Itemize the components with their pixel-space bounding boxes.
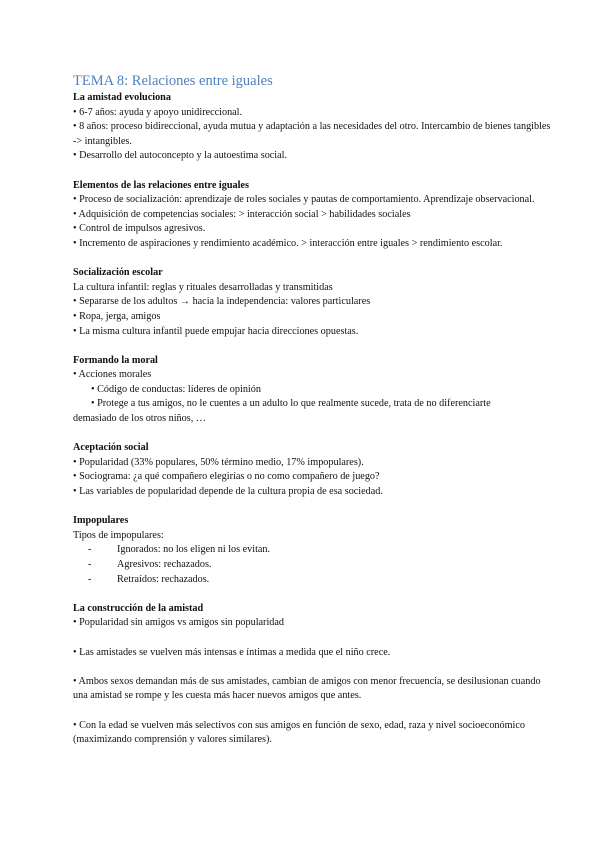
sub-list-item: • Código de conductas: líderes de opinión — [91, 383, 261, 395]
document-content — [73, 72, 553, 762]
sub-list-item: • Protege a tus amigos, no le cuentes a un adulto lo que realmente sucede, trata de no diferenciarte — [91, 398, 491, 410]
list-item: • 6-7 años: ayuda y apoyo unidireccional. — [73, 106, 243, 118]
dash-marker: - — [88, 559, 92, 570]
section-heading: Elementos de las relaciones entre iguales — [73, 179, 249, 191]
list-item: • La misma cultura infantil puede empujar hacia direcciones opuestas. — [73, 325, 359, 337]
section-socializacion-escolar — [73, 266, 553, 339]
paragraph: • Las amistades se vuelven más intensas e íntimas a medida que el niño crece. — [73, 646, 391, 658]
list-item-text: Agresivos: rechazados. — [117, 559, 212, 570]
list-item: • Desarrollo del autoconcepto y la autoestima social. — [73, 150, 288, 162]
paragraph: • Popularidad sin amigos vs amigos sin popularidad — [73, 617, 284, 629]
list-item: • Ropa, jerga, amigos — [73, 310, 161, 322]
list-item-text: Retraídos: rechazados. — [117, 573, 210, 585]
list-item — [73, 573, 553, 588]
section-heading: Impopulares — [73, 515, 129, 527]
section-heading: Socialización escolar — [73, 267, 163, 279]
section-intro: La cultura infantil: reglas y rituales desarrolladas y transmitidas — [73, 281, 333, 293]
list-item: • Las variables de popularidad depende de la cultura propia de esa sociedad. — [73, 486, 383, 498]
list-item: • 8 años: proceso bidireccional, ayuda mutua y adaptación a las necesidades del otro. Intercambio de bienes tangibles -> intangibles. — [73, 121, 551, 147]
sub-list-item-continuation: demasiado de los otros niños, … — [73, 413, 206, 425]
section-intro: Tipos de impopulares: — [73, 529, 164, 541]
paragraph: • Ambos sexos demandan más de sus amistades, cambian de amigos con menor frecuencia, se desilusionan cuando una amistad se rompe y les cuesta más hacer nuevos amigos que antes. — [73, 675, 541, 702]
section-heading: Formando la moral — [73, 354, 158, 366]
list-item: • Popularidad (33% populares, 50% término medio, 17% impopulares). — [73, 456, 364, 468]
list-item: • Adquisición de competencias sociales: > interacción social > habilidades sociales — [73, 208, 411, 220]
list-item: • Control de impulsos agresivos. — [73, 223, 206, 235]
list-item: • Proceso de socialización: aprendizaje de roles sociales y pautas de comportamiento. Aprendizaje observacional. — [73, 194, 535, 206]
dash-marker: - — [88, 544, 92, 556]
list-item — [73, 543, 553, 558]
dash-marker: - — [88, 573, 92, 585]
page-title: TEMA 8: Relaciones entre iguales — [73, 73, 273, 89]
section-construccion-amistad — [73, 602, 553, 748]
list-item-text: Ignorados: no los eligen ni los evitan. — [117, 544, 271, 556]
section-formando-moral — [73, 354, 553, 427]
section-impopulares — [73, 514, 553, 587]
section-heading: La construcción de la amistad — [73, 602, 204, 614]
section-aceptacion-social — [73, 441, 553, 499]
list-item: • Sociograma: ¿a qué compañero elegirías o no como compañero de juego? — [73, 471, 380, 483]
section-heading: La amistad evoluciona — [73, 92, 171, 103]
list-item: • Acciones morales — [73, 369, 152, 381]
section-elementos — [73, 179, 553, 252]
section-heading: Aceptación social — [73, 442, 149, 454]
list-item: • Incremento de aspiraciones y rendimiento académico. > interacción entre iguales > rendimiento escolar. — [73, 237, 503, 249]
list-item — [73, 558, 553, 573]
list-item: • Separarse de los adultos → hacia la independencia: valores particulares — [73, 296, 371, 308]
section-amistad-evoluciona — [73, 91, 553, 164]
paragraph: • Con la edad se vuelven más selectivos con sus amigos en función de sexo, edad, raza y nivel socioeconómico (maximizando comprensión y valores similares). — [73, 719, 525, 746]
